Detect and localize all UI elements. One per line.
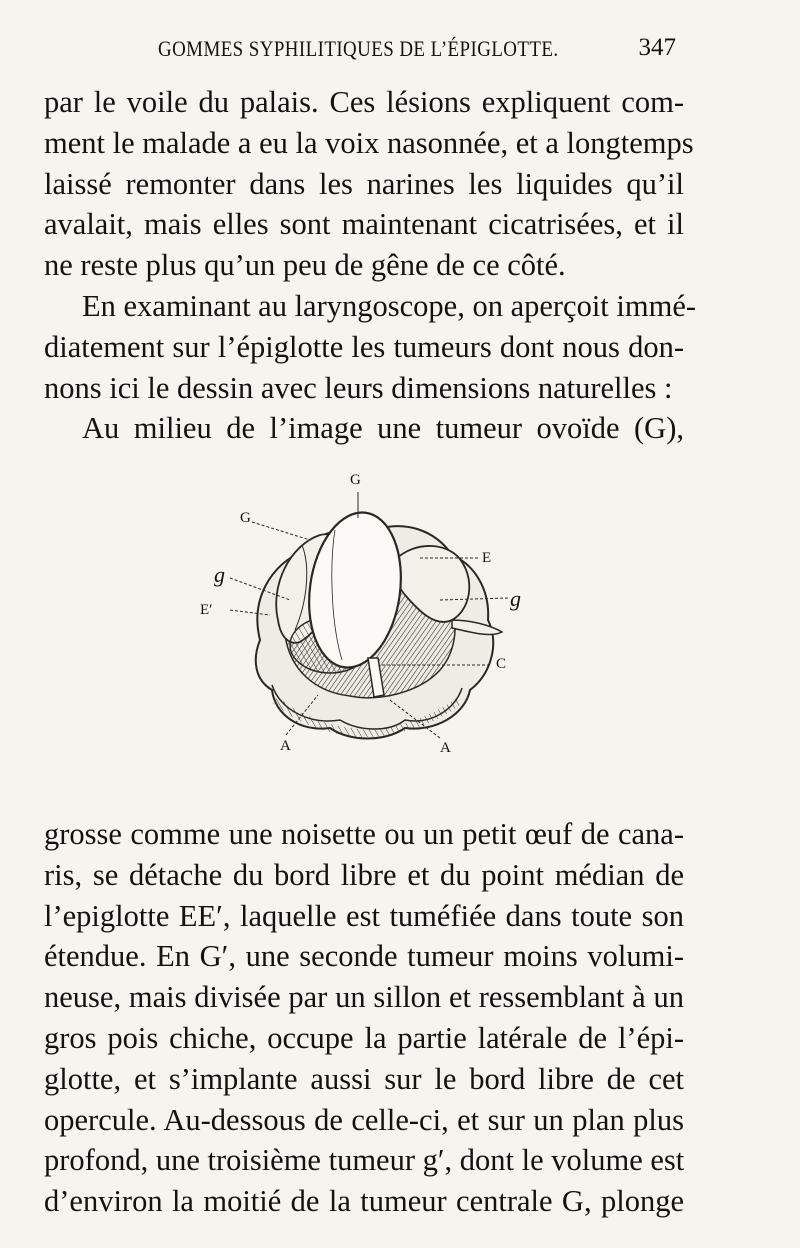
- text-line: profond, une troisième tumeur g′, dont le volume est: [44, 1143, 685, 1178]
- text-line: En examinant au laryngoscope, on aperçoit immé-: [82, 288, 697, 323]
- label-A-right: A: [440, 740, 451, 756]
- body-text-bottom: [44, 814, 684, 1222]
- text-line: glotte, et s’implante aussi sur le bord libre de cet: [44, 1061, 684, 1096]
- label-G-top: G: [350, 472, 361, 488]
- running-title: GOMMES SYPHILITIQUES DE L’ÉPIGLOTTE.: [158, 36, 559, 61]
- text-line: avalait, mais elles sont maintenant cicatrisées, et il: [44, 207, 684, 242]
- body-text-top: [44, 82, 697, 449]
- label-G-left: G: [240, 510, 251, 526]
- label-E-prime: E′: [200, 602, 213, 618]
- text-line: d’environ la moitié de la tumeur centrale G, plonge: [44, 1184, 684, 1219]
- text-line: ne reste plus qu’un peu de gêne de ce côté.: [44, 248, 566, 283]
- label-E: E: [482, 550, 492, 566]
- paragraph-1: [44, 82, 694, 286]
- page-header: [48, 30, 680, 70]
- text-line: laissé remonter dans les narines les liquides qu’il: [44, 166, 684, 201]
- label-g-left: g: [214, 562, 225, 587]
- text-line: par le voile du palais. Ces lésions expliquent com-: [44, 85, 684, 119]
- text-line: ris, se détache du bord libre et du point médian de: [44, 857, 684, 892]
- epiglottis-illustration: [190, 470, 550, 770]
- text-line: gros pois chiche, occupe la partie latérale de l’épi-: [44, 1020, 684, 1055]
- text-line: Au milieu de l’image une tumeur ovoïde (G),: [82, 411, 684, 446]
- page-number: 347: [638, 34, 676, 61]
- paragraph-4: [44, 814, 684, 1222]
- text-line: ment le malade a eu la voix nasonnée, et a longtemps: [44, 125, 694, 160]
- paragraph-2: [44, 286, 697, 408]
- text-line: grosse comme une noisette ou un petit œuf de cana-: [44, 817, 684, 851]
- paragraph-3: [44, 408, 684, 449]
- text-line: neuse, mais divisée par un sillon et ressemblant à un: [44, 980, 684, 1015]
- text-line: diatement sur l’épiglotte les tumeurs dont nous don-: [44, 329, 684, 364]
- text-line: opercule. Au-dessous de celle-ci, et sur un plan plus: [44, 1102, 684, 1137]
- label-A-left: A: [280, 738, 291, 754]
- text-line: nons ici le dessin avec leurs dimensions naturelles :: [44, 370, 673, 405]
- text-line: l’epiglotte EE′, laquelle est tuméfiée dans toute son: [44, 898, 684, 933]
- label-g-right: g: [510, 586, 521, 611]
- text-line: étendue. En G′, une seconde tumeur moins volumi-: [44, 939, 684, 974]
- label-C: C: [496, 656, 507, 672]
